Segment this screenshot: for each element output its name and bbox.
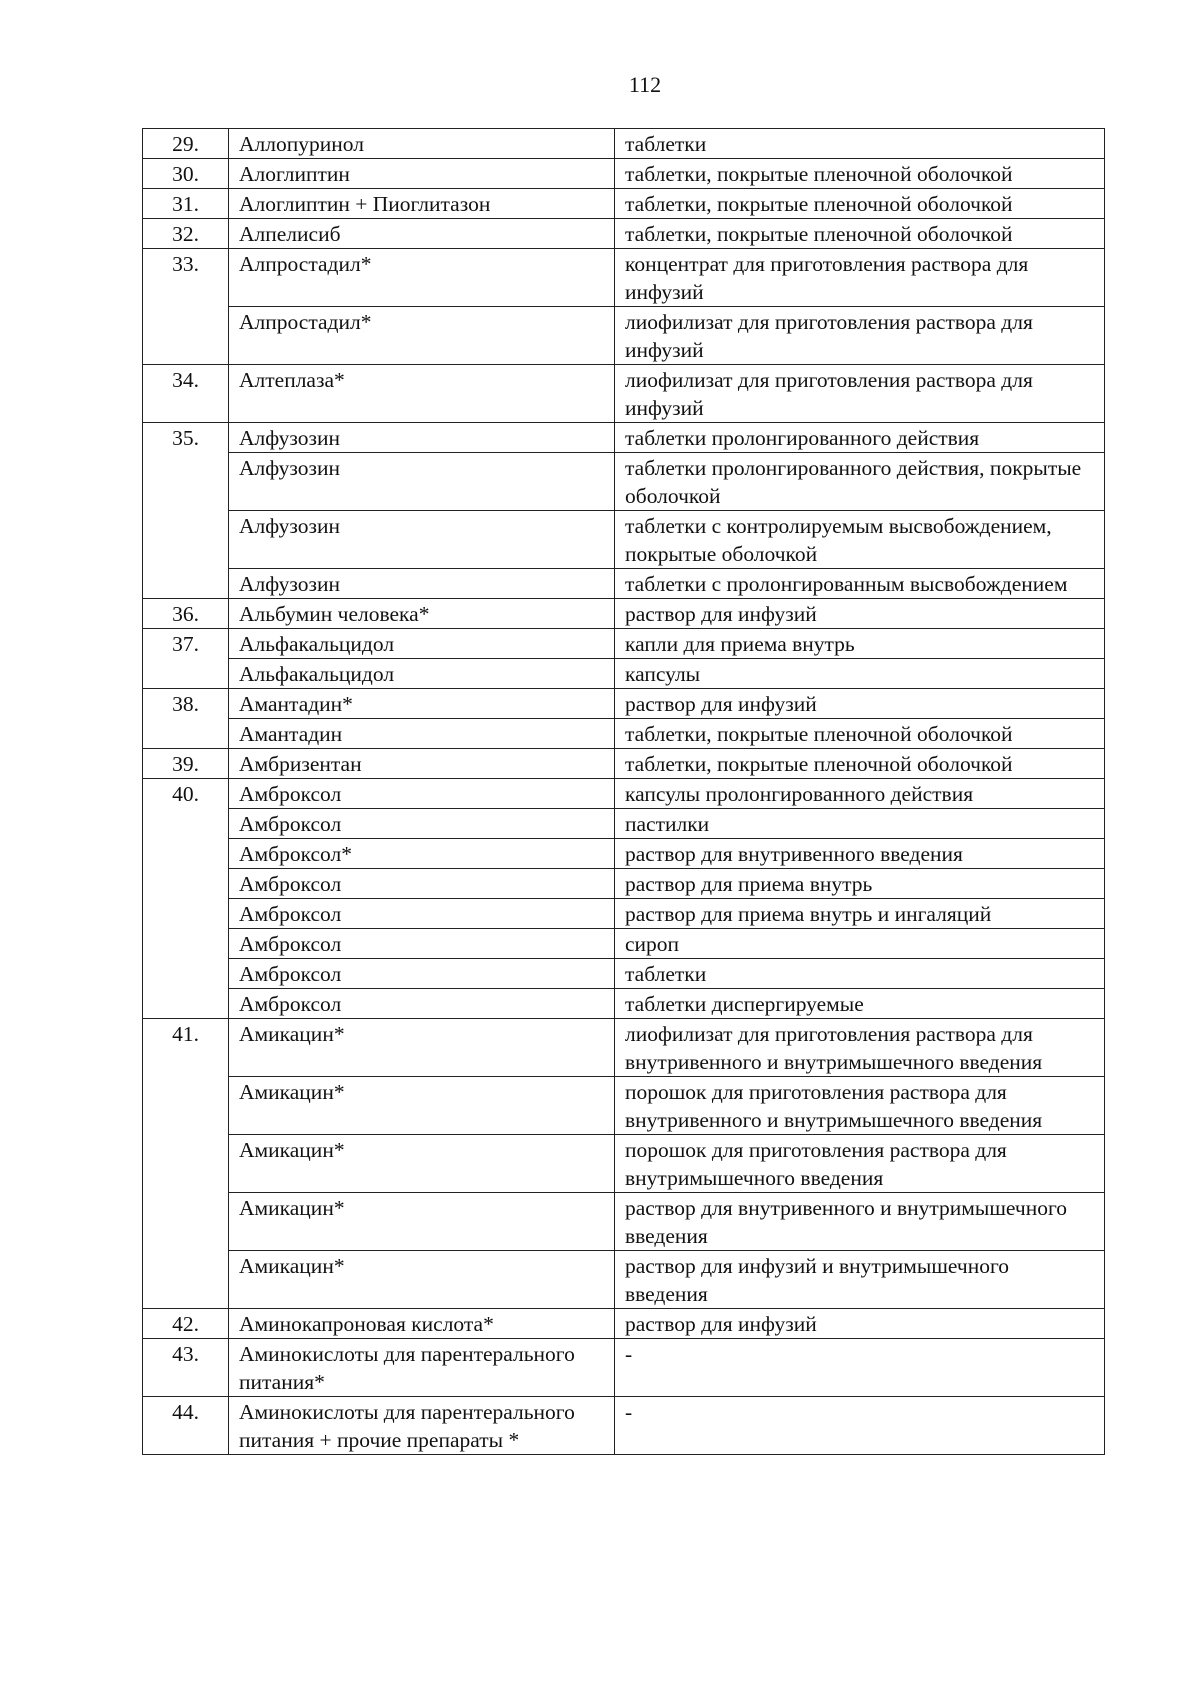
drug-name: Альфакальцидол — [229, 659, 615, 689]
row-number: 33. — [143, 249, 229, 365]
drug-name: Амброксол — [229, 899, 615, 929]
table-row — [143, 365, 1105, 423]
table-row — [143, 929, 1105, 959]
dosage-form: раствор для инфузий — [615, 689, 1105, 719]
table-row — [143, 869, 1105, 899]
drug-name: Аминокислоты для парентерального питания* — [229, 1339, 615, 1397]
dosage-form: капли для приема внутрь — [615, 629, 1105, 659]
drug-name: Амброксол — [229, 809, 615, 839]
drug-name: Алпростадил* — [229, 307, 615, 365]
table-row — [143, 989, 1105, 1019]
drug-name: Амикацин* — [229, 1019, 615, 1077]
drug-name: Алфузозин — [229, 511, 615, 569]
row-number: 41. — [143, 1019, 229, 1309]
row-number: 42. — [143, 1309, 229, 1339]
drug-name: Альбумин человека* — [229, 599, 615, 629]
row-number: 39. — [143, 749, 229, 779]
dosage-form: раствор для приема внутрь — [615, 869, 1105, 899]
table-row — [143, 219, 1105, 249]
table-row — [143, 959, 1105, 989]
dosage-form: таблетки пролонгированного действия, покрытые оболочкой — [615, 453, 1105, 511]
dosage-form: таблетки, покрытые пленочной оболочкой — [615, 219, 1105, 249]
drug-name: Амикацин* — [229, 1077, 615, 1135]
row-number: 29. — [143, 129, 229, 159]
drug-name: Амброксол — [229, 959, 615, 989]
table-row — [143, 1019, 1105, 1077]
table-row — [143, 1309, 1105, 1339]
drug-name: Амброксол — [229, 869, 615, 899]
dosage-form: - — [615, 1339, 1105, 1397]
table-row — [143, 689, 1105, 719]
table-row — [143, 511, 1105, 569]
table-row — [143, 719, 1105, 749]
dosage-form: лиофилизат для приготовления раствора для инфузий — [615, 307, 1105, 365]
table-row — [143, 1193, 1105, 1251]
drug-name: Аминокислоты для парентерального питания + прочие препараты * — [229, 1397, 615, 1455]
table-row — [143, 249, 1105, 307]
table-row — [143, 159, 1105, 189]
dosage-form: таблетки — [615, 129, 1105, 159]
table-row — [143, 839, 1105, 869]
row-number: 37. — [143, 629, 229, 689]
drug-name: Аллопуринол — [229, 129, 615, 159]
table-row — [143, 129, 1105, 159]
drug-name: Алфузозин — [229, 453, 615, 511]
table-row — [143, 749, 1105, 779]
drug-name: Амброксол* — [229, 839, 615, 869]
dosage-form: таблетки пролонгированного действия — [615, 423, 1105, 453]
dosage-form: раствор для приема внутрь и ингаляций — [615, 899, 1105, 929]
dosage-form: таблетки — [615, 959, 1105, 989]
drug-name: Алпелисиб — [229, 219, 615, 249]
table-row — [143, 809, 1105, 839]
table-row — [143, 1135, 1105, 1193]
drug-name: Аминокапроновая кислота* — [229, 1309, 615, 1339]
table-row — [143, 569, 1105, 599]
drug-name: Алфузозин — [229, 569, 615, 599]
row-number: 34. — [143, 365, 229, 423]
dosage-form: сироп — [615, 929, 1105, 959]
row-number: 38. — [143, 689, 229, 749]
drug-name: Амантадин* — [229, 689, 615, 719]
drug-name: Амикацин* — [229, 1135, 615, 1193]
dosage-form: таблетки с контролируемым высвобождением, покрытые оболочкой — [615, 511, 1105, 569]
drug-name: Амброксол — [229, 929, 615, 959]
dosage-form: таблетки, покрытые пленочной оболочкой — [615, 189, 1105, 219]
table-row — [143, 779, 1105, 809]
table-row — [143, 453, 1105, 511]
drug-name: Амантадин — [229, 719, 615, 749]
table-body — [143, 129, 1105, 1455]
dosage-form: - — [615, 1397, 1105, 1455]
table-row — [143, 899, 1105, 929]
table-row — [143, 423, 1105, 453]
dosage-form: раствор для инфузий — [615, 599, 1105, 629]
dosage-form: раствор для внутривенного и внутримышечного введения — [615, 1193, 1105, 1251]
row-number: 40. — [143, 779, 229, 1019]
drug-name: Альфакальцидол — [229, 629, 615, 659]
dosage-form: раствор для инфузий и внутримышечного введения — [615, 1251, 1105, 1309]
drug-name: Алоглиптин + Пиоглитазон — [229, 189, 615, 219]
dosage-form: лиофилизат для приготовления раствора для инфузий — [615, 365, 1105, 423]
dosage-form: капсулы пролонгированного действия — [615, 779, 1105, 809]
dosage-form: раствор для внутривенного введения — [615, 839, 1105, 869]
drug-name: Амброксол — [229, 779, 615, 809]
table-row — [143, 1077, 1105, 1135]
row-number: 44. — [143, 1397, 229, 1455]
table-row — [143, 189, 1105, 219]
drug-name: Амбризентан — [229, 749, 615, 779]
table-row — [143, 1339, 1105, 1397]
drug-name: Алоглиптин — [229, 159, 615, 189]
page-number: 112 — [628, 72, 662, 97]
drug-name: Алтеплаза* — [229, 365, 615, 423]
row-number: 43. — [143, 1339, 229, 1397]
drug-name: Алпростадил* — [229, 249, 615, 307]
table-row — [143, 1251, 1105, 1309]
table-row — [143, 629, 1105, 659]
drug-name: Амикацин* — [229, 1193, 615, 1251]
table-row — [143, 599, 1105, 629]
dosage-form: концентрат для приготовления раствора для инфузий — [615, 249, 1105, 307]
drug-name: Алфузозин — [229, 423, 615, 453]
row-number: 30. — [143, 159, 229, 189]
dosage-form: порошок для приготовления раствора для внутримышечного введения — [615, 1135, 1105, 1193]
drug-name: Амброксол — [229, 989, 615, 1019]
dosage-form: капсулы — [615, 659, 1105, 689]
row-number: 31. — [143, 189, 229, 219]
dosage-form: таблетки диспергируемые — [615, 989, 1105, 1019]
drug-name: Амикацин* — [229, 1251, 615, 1309]
dosage-form: таблетки с пролонгированным высвобождением — [615, 569, 1105, 599]
dosage-form: порошок для приготовления раствора для внутривенного и внутримышечного введения — [615, 1077, 1105, 1135]
row-number: 32. — [143, 219, 229, 249]
table-row — [143, 659, 1105, 689]
table-row — [143, 307, 1105, 365]
drug-table — [142, 128, 1105, 1455]
table-row — [143, 1397, 1105, 1455]
row-number: 36. — [143, 599, 229, 629]
dosage-form: лиофилизат для приготовления раствора для внутривенного и внутримышечного введения — [615, 1019, 1105, 1077]
dosage-form: таблетки, покрытые пленочной оболочкой — [615, 159, 1105, 189]
dosage-form: пастилки — [615, 809, 1105, 839]
dosage-form: таблетки, покрытые пленочной оболочкой — [615, 749, 1105, 779]
dosage-form: таблетки, покрытые пленочной оболочкой — [615, 719, 1105, 749]
row-number: 35. — [143, 423, 229, 599]
dosage-form: раствор для инфузий — [615, 1309, 1105, 1339]
